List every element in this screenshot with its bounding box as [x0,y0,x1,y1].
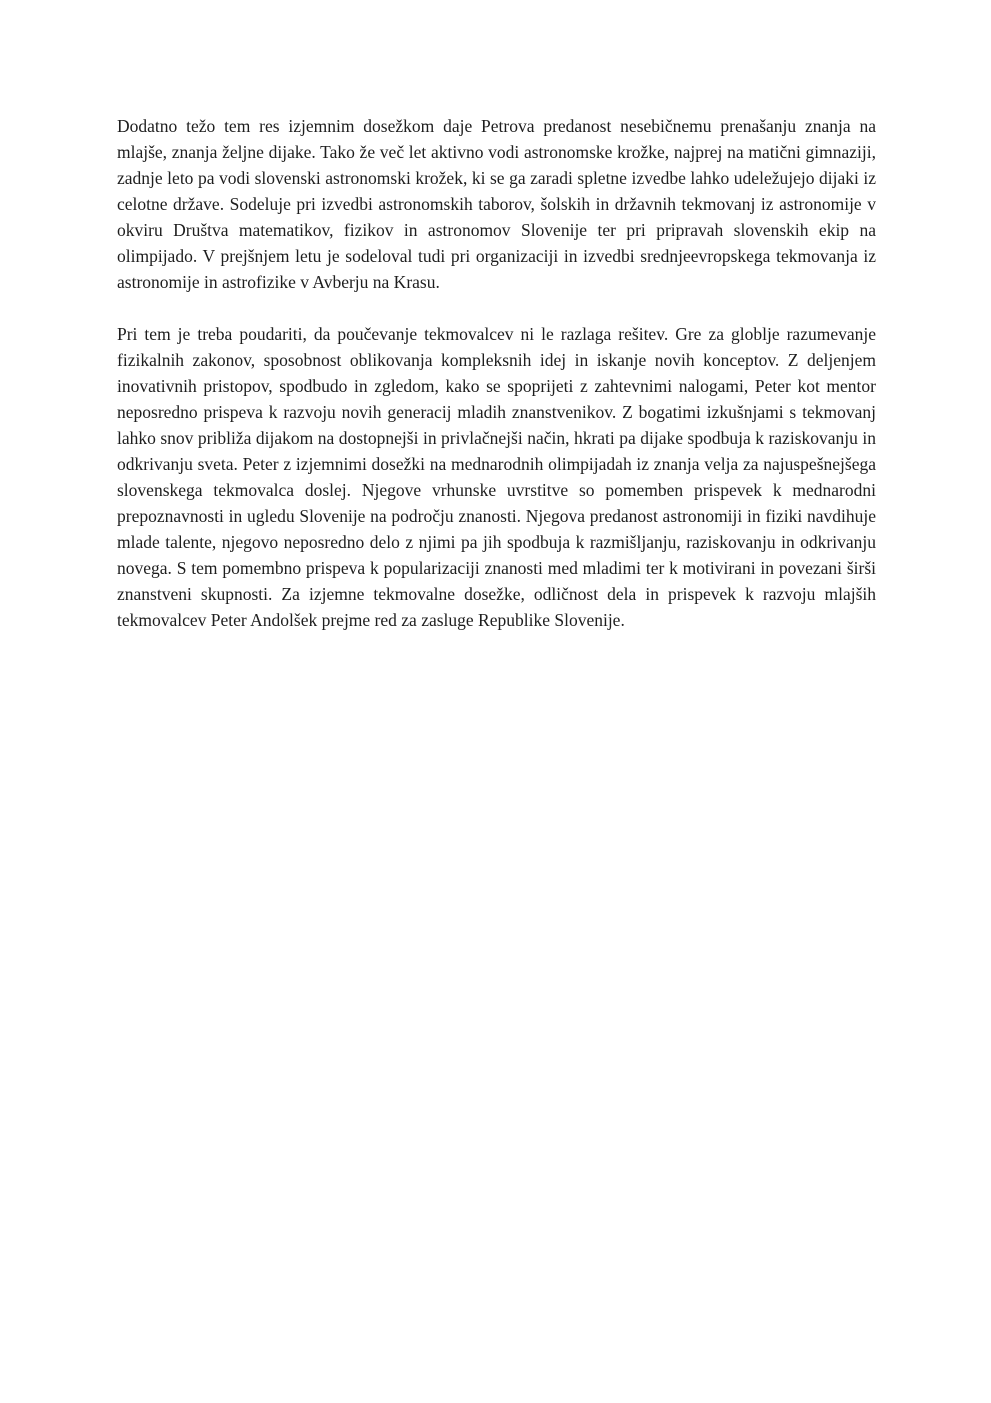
text-block [117,113,876,633]
body-paragraph: Dodatno težo tem res izjemnim dosežkom daje Petrova predanost nesebičnemu prenašanju znanja na mlajše, znanja željne dijake. Tako že več let aktivno vodi astronomske krožke, najprej na matični gimnaziji, zadnje leto pa vodi slovenski astronomski krožek, ki se ga zaradi spletne izvedbe lahko udeležujejo dijaki iz celotne države. Sodeluje pri izvedbi astronomskih taborov, šolskih in državnih tekmovanj iz astronomije v okviru Društva matematikov, fizikov in astronomov Slovenije ter pri pripravah slovenskih ekip na olimpijado. V prejšnjem letu je sodeloval tudi pri organizaciji in izvedbi srednjeevropskega tekmovanja iz astronomije in astrofizike v Avberju na Krasu. [117,116,876,292]
body-paragraph: Pri tem je treba poudariti, da poučevanje tekmovalcev ni le razlaga rešitev. Gre za globlje razumevanje fizikalnih zakonov, sposobnost oblikovanja kompleksnih idej in iskanje novih konceptov. Z deljenjem inovativnih pristopov, spodbudo in zgledom, kako se spoprijeti z zahtevnimi nalogami, Peter kot mentor neposredno prispeva k razvoju novih generacij mladih znanstvenikov. Z bogatimi izkušnjami s tekmovanj lahko snov približa dijakom na dostopnejši in privlačnejši način, hkrati pa dijake spodbuja k raziskovanju in odkrivanju sveta. Peter z izjemnimi dosežki na mednarodnih olimpijadah iz znanja velja za najuspešnejšega slovenskega tekmovalca doslej. Njegove vrhunske uvrstitve so pomemben prispevek k mednarodni prepoznavnosti in ugledu Slovenije na področju znanosti. Njegova predanost astronomiji in fiziki navdihuje mlade talente, njegovo neposredno delo z njimi pa jih spodbuja k razmišljanju, raziskovanju in odkrivanju novega. S tem pomembno prispeva k popularizaciji znanosti med mladimi ter k motivirani in povezani širši znanstveni skupnosti. Za izjemne tekmovalne dosežke, odličnost dela in prispevek k razvoju mlajših tekmovalcev Peter Andolšek prejme red za zasluge Republike Slovenije. [117,324,876,630]
